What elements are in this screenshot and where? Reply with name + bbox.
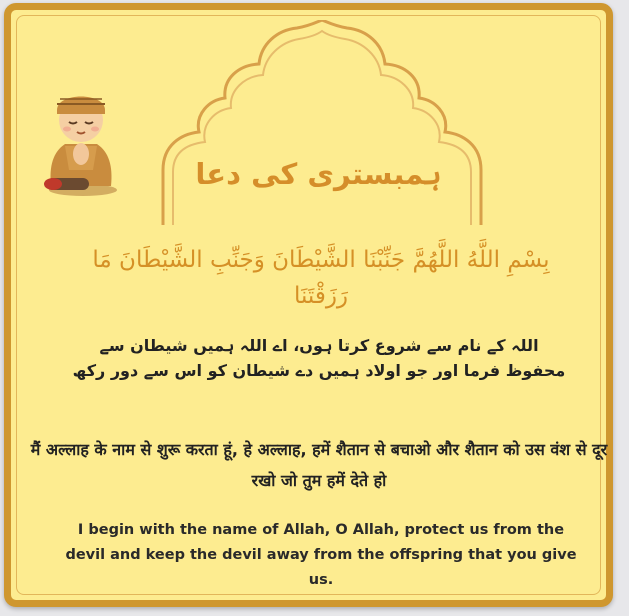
english-translation: I begin with the name of Allah, O Allah, protect us from the devil and keep the devil away from the offspring that you give us. (65, 522, 577, 588)
dua-card (4, 3, 613, 607)
arabic-dua: بِسْمِ اللَّهُ اللَّهُمَّ جَنِّبْنَا الشَّيْطَانَ وَجَنِّبِ الشَّيْطَانَ مَا رَزَقْتَنَا (92, 247, 550, 309)
praying-boy-icon (43, 74, 121, 198)
hindi-translation: मैं अल्लाह के नाम से शुरू करता हूं, हे अल्लाह, हमें शैतान से बचाओ और शैतान को उस वंश से दूर रखो जो तुम हमें देते हो (30, 440, 608, 490)
urdu-translation: اللہ کے نام سے شروع کرتا ہوں، اے اللہ ہمیں شیطان سے محفوظ فرما اور جو اولاد ہمیں دے شیطان کو اس سے دور رکھ (72, 336, 566, 380)
page-title: ہمبستری کی دعا (195, 157, 442, 191)
mosque-arch-icon (157, 20, 487, 235)
